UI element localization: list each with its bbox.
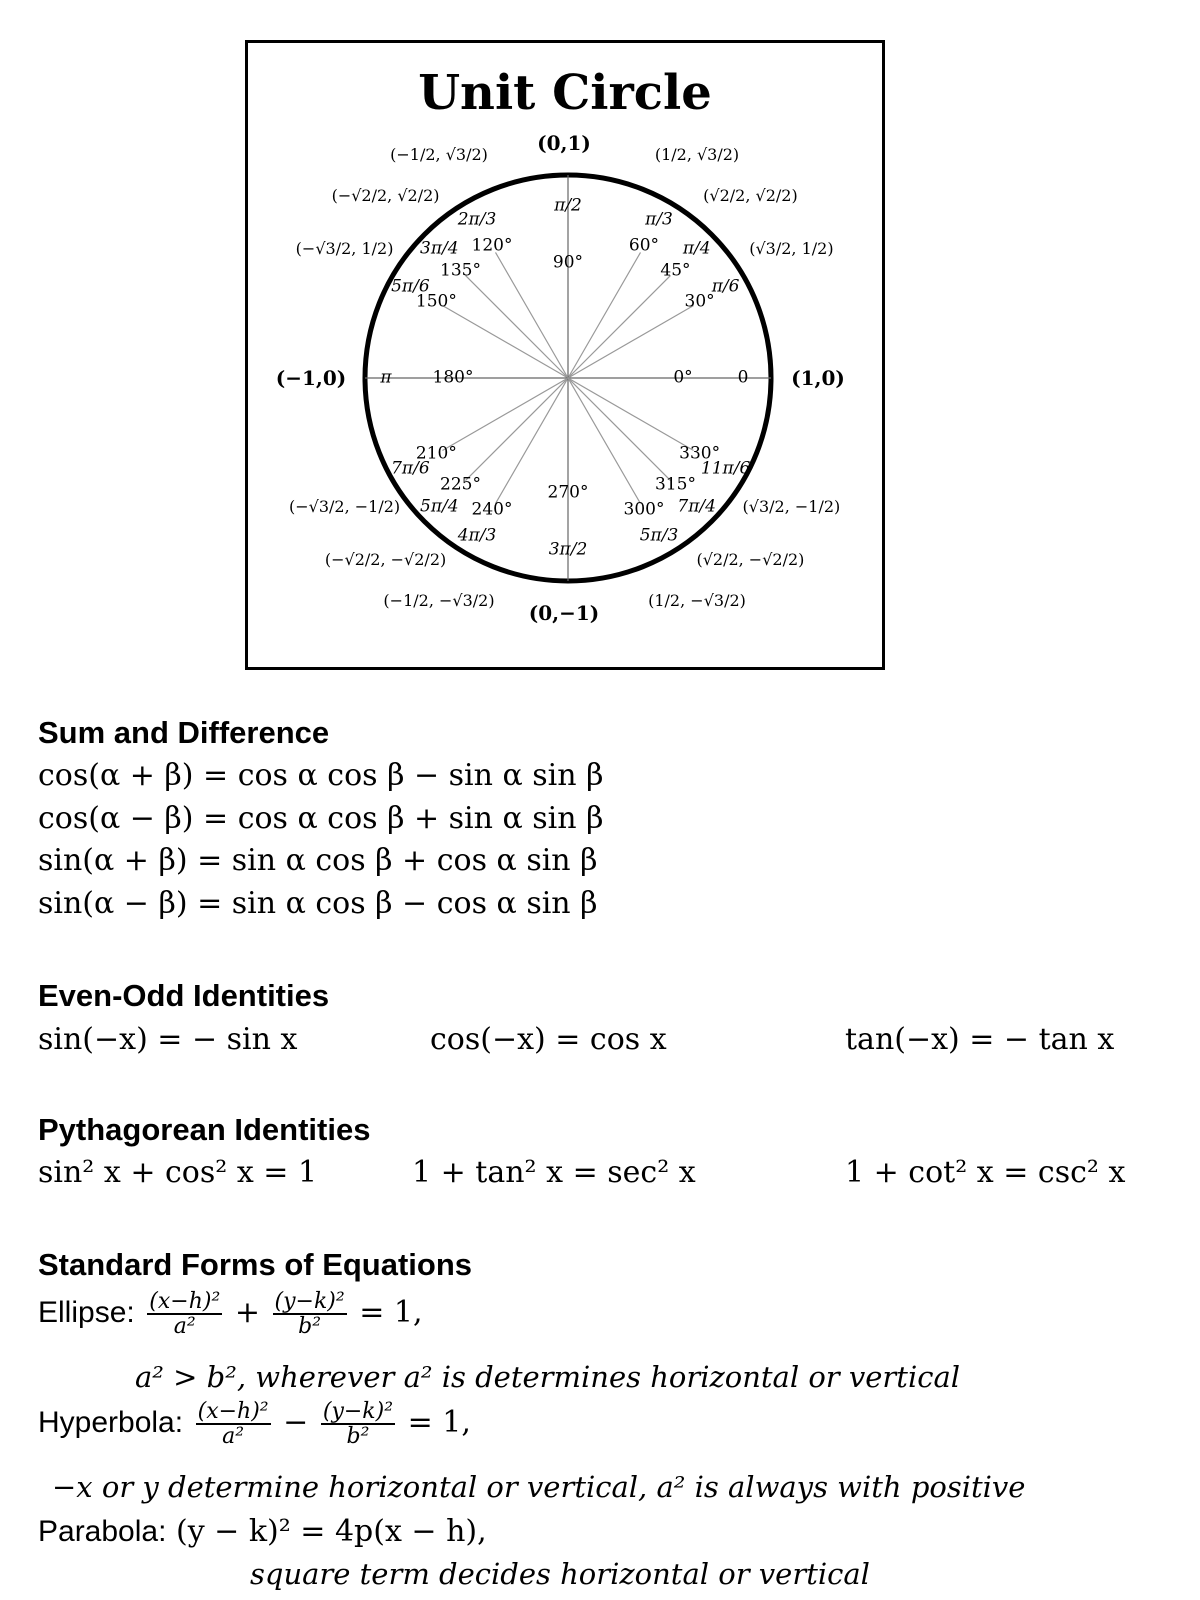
angle-deg-45: 45° [660, 260, 691, 281]
pythagorean-3: 1 + cot² x = csc² x [845, 1155, 1126, 1190]
ellipse-den-1: a² [173, 1314, 196, 1340]
angle-point-315: (√2/2, −√2/2) [696, 550, 805, 570]
ellipse-fraction-1 [147, 1290, 222, 1338]
hyperbola-equation [38, 1400, 471, 1448]
angle-deg-180: 180° [432, 367, 474, 388]
pythagorean-2: 1 + tan² x = sec² x [412, 1155, 696, 1190]
angle-deg-225: 225° [440, 474, 481, 495]
angle-rad-135: 3π/4 [420, 238, 459, 259]
hyperbola-fraction-2 [321, 1400, 395, 1448]
hyperbola-den-1: a² [222, 1424, 245, 1450]
ellipse-label: Ellipse: [38, 1296, 135, 1330]
angle-rad-240: 4π/3 [457, 525, 497, 546]
ellipse-den-2: b² [298, 1314, 322, 1340]
point-right: (1,0) [791, 366, 845, 390]
point-left: (−1,0) [275, 366, 347, 390]
parabola-label: Parabola: [38, 1515, 167, 1548]
pythagorean-heading: Pythagorean Identities [38, 1112, 371, 1147]
spoke-330 [568, 378, 694, 451]
spoke-225 [465, 378, 568, 481]
angle-point-150: (−√3/2, 1/2) [295, 239, 394, 258]
ellipse-num-2: (y−k)² [274, 1289, 345, 1314]
angle-point-45: (√2/2, √2/2) [703, 185, 798, 205]
parabola-equation [38, 1514, 487, 1549]
ellipse-num-1: (x−h)² [149, 1289, 221, 1314]
hyperbola-rhs: = 1, [407, 1405, 471, 1441]
zero-label: 0 [737, 367, 749, 388]
angle-rad-300: 5π/3 [639, 525, 679, 546]
angle-deg-0: 0° [673, 367, 693, 388]
angle-deg-135: 135° [440, 260, 481, 281]
angle-deg-210: 210° [415, 443, 457, 464]
angle-point-225: (−√2/2, −√2/2) [324, 550, 447, 570]
angle-deg-315: 315° [654, 474, 696, 495]
ellipse-rhs: = 1, [359, 1295, 423, 1331]
angle-deg-30: 30° [684, 291, 715, 312]
angle-rad-60: π/3 [645, 209, 673, 230]
ellipse-note: a² > b², wherever a² is determines horizontal or vertical [135, 1360, 961, 1394]
spoke-135 [465, 275, 568, 378]
even-odd-cos: cos(−x) = cos x [430, 1022, 667, 1057]
spoke-210 [442, 378, 568, 451]
unit-circle-title: Unit Circle [418, 65, 712, 121]
hyperbola-note: −x or y determine horizontal or vertical, a² is always with positive [52, 1470, 1026, 1504]
angle-point-240: (−1/2, −√3/2) [383, 591, 495, 611]
ellipse-operator: + [234, 1295, 260, 1331]
angle-rad-210: 7π/6 [391, 458, 430, 479]
spoke-45 [568, 275, 671, 378]
unit-circle-figure [245, 40, 885, 670]
sum-diff-line-1: cos(α + β) = cos α cos β − sin α sin β [38, 758, 604, 793]
angle-rad-30: π/6 [711, 276, 740, 297]
parabola-note: square term decides horizontal or vertical [250, 1557, 870, 1591]
angle-rad-315: 7π/4 [677, 496, 716, 517]
angle-rad-45: π/4 [682, 238, 711, 259]
hyperbola-fraction-1 [196, 1400, 271, 1448]
angle-point-210: (−√3/2, −1/2) [288, 497, 401, 516]
angle-rad-150: 5π/6 [391, 276, 430, 297]
angle-deg-120: 120° [471, 235, 513, 256]
angle-deg-330: 330° [679, 443, 721, 464]
angle-point-120: (−1/2, √3/2) [390, 144, 488, 164]
hyperbola-operator: − [283, 1405, 309, 1441]
hyperbola-den-2: b² [346, 1424, 370, 1450]
standard-forms-heading: Standard Forms of Equations [38, 1247, 473, 1282]
angle-deg-240: 240° [471, 499, 513, 520]
angle-point-330: (√3/2, −1/2) [742, 497, 841, 516]
angle-rad-90: π/2 [554, 195, 582, 216]
even-odd-sin: sin(−x) = − sin x [38, 1022, 298, 1057]
point-bottom: (0,−1) [528, 601, 600, 625]
angle-deg-300: 300° [623, 499, 665, 520]
even-odd-tan: tan(−x) = − tan x [845, 1022, 1115, 1057]
sum-difference-heading: Sum and Difference [38, 715, 330, 750]
hyperbola-num-1: (x−h)² [197, 1399, 269, 1424]
sum-diff-line-4: sin(α − β) = sin α cos β − cos α sin β [38, 886, 598, 921]
angle-point-30: (√3/2, 1/2) [749, 239, 834, 258]
parabola-formula: (y − k)² = 4p(x − h), [175, 1514, 487, 1549]
angle-rad-270: 3π/2 [548, 539, 588, 560]
angle-rad-330: 11π/6 [700, 458, 751, 479]
pythagorean-1: sin² x + cos² x = 1 [38, 1155, 318, 1190]
spoke-315 [568, 378, 671, 481]
angle-point-60: (1/2, √3/2) [654, 144, 740, 164]
angle-rad-120: 2π/3 [457, 209, 497, 230]
hyperbola-label: Hyperbola: [38, 1406, 184, 1440]
pi-label: π [380, 367, 392, 388]
ellipse-fraction-2 [273, 1290, 347, 1338]
sum-diff-line-2: cos(α − β) = cos α cos β + sin α sin β [38, 801, 604, 836]
even-odd-heading: Even-Odd Identities [38, 978, 330, 1013]
angle-rad-225: 5π/4 [420, 496, 459, 517]
angle-deg-90: 90° [552, 252, 584, 273]
angle-deg-60: 60° [628, 235, 660, 256]
point-top: (0,1) [537, 131, 591, 155]
angle-point-300: (1/2, −√3/2) [648, 591, 746, 611]
sum-diff-line-3: sin(α + β) = sin α cos β + cos α sin β [38, 843, 598, 878]
hyperbola-num-2: (y−k)² [322, 1399, 394, 1424]
angle-deg-150: 150° [415, 291, 457, 312]
ellipse-equation [38, 1290, 423, 1338]
angle-point-135: (−√2/2, √2/2) [331, 185, 440, 205]
angle-deg-270: 270° [547, 482, 589, 503]
